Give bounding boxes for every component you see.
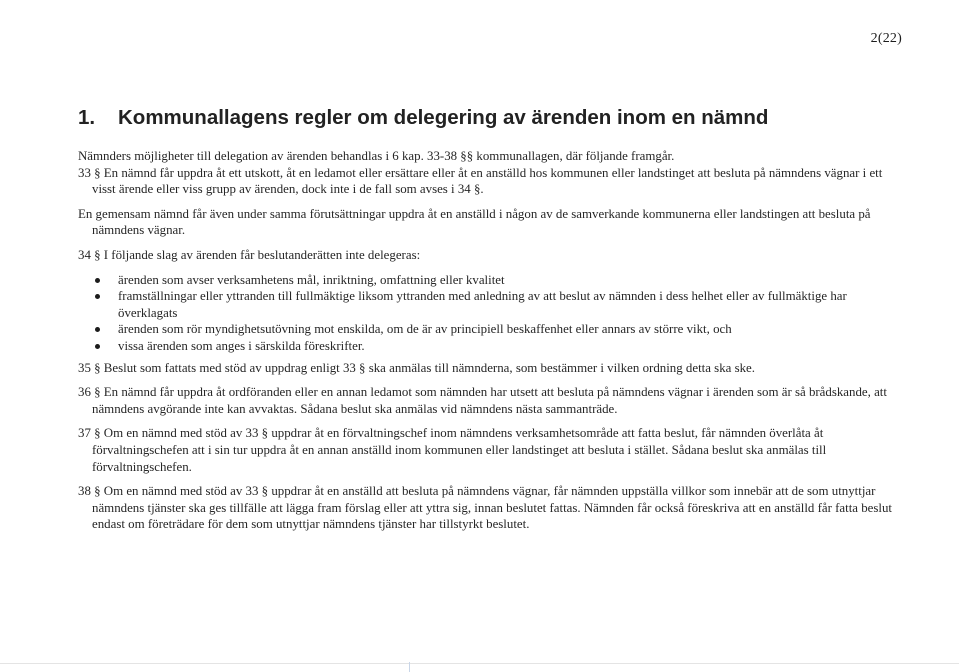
- paragraph-35: 35 § Beslut som fattats med stöd av uppdrag enligt 33 § ska anmälas till nämnderna, som bestämmer i vilken ordning detta ska ske.: [78, 360, 755, 375]
- paragraph-33: 33 § En nämnd får uppdra åt ett utskott, åt en ledamot eller ersättare eller åt en anställd hos kommunen eller landstinget att besluta på nämndens vägnar i ett visst ärende eller viss grupp av ärenden, dock inte i de fall som avses i 34 §.: [78, 165, 883, 197]
- list-item: vissa ärenden som anges i särskilda föreskrifter.: [78, 338, 908, 355]
- paragraph-gemensam-namnd: En gemensam nämnd får även under samma förutsättningar uppdra åt en anställd i någon av de samverkande kommunerna eller landstingen att besluta på nämndens vägnar.: [78, 206, 871, 238]
- section-number: 1.: [78, 106, 96, 129]
- list-item: ärenden som rör myndighetsutövning mot enskilda, om de är av principiell beskaffenhet eller annars av större vikt, och: [78, 321, 908, 338]
- scan-artifact: [409, 662, 410, 672]
- page-edge-line: [0, 663, 959, 664]
- section-heading: [78, 106, 768, 130]
- paragraph-37: 37 § Om en nämnd med stöd av 33 § uppdrar åt en förvaltningschef inom nämndens verksamhetsområde att fatta beslut, får nämnden överlåta åt förvaltningschefen att i sin tur uppdra åt en annan anställd inom kommunen eller landstinget att besluta i stället. Sådana beslut ska anmälas till förvaltningschefen.: [78, 426, 827, 474]
- section-title: Kommunallagens regler om delegering av ärenden inom en nämnd: [118, 106, 769, 129]
- list-item: framställningar eller yttranden till fullmäktige liksom yttranden med anledning av att beslut av nämnden i dess helhet eller av fullmäktige har överklagats: [78, 288, 908, 321]
- document-body: [78, 148, 908, 533]
- list-item: ärenden som avser verksamhetens mål, inriktning, omfattning eller kvalitet: [78, 272, 908, 289]
- intro-paragraph: Nämnders möjligheter till delegation av ärenden behandlas i 6 kap. 33-38 §§ kommunallagen, där följande framgår.: [78, 149, 675, 163]
- paragraph-38: 38 § Om en nämnd med stöd av 33 § uppdrar åt en anställd att besluta på nämndens vägnar, får nämnden uppställa villkor som innebär att de som utnyttjar nämndens tjänster ska ges tillfälle att lägga fram förslag eller att yttra sig, innan beslutet fattas. Nämnden får också föreskriva att en anställd får fatta beslut endast om företrädare för dem som utnyttjar nämndens tjänster har tillstyrkt beslutet.: [78, 484, 893, 532]
- paragraph-36: 36 § En nämnd får uppdra åt ordföranden eller en annan ledamot som nämnden har utsett att besluta på nämndens vägnar i ärenden som är så brådskande, att nämndens avgörande inte kan avvaktas. Sådana beslut ska anmälas vid nämndens nästa sammanträde.: [78, 385, 887, 416]
- bullet-list: [78, 272, 908, 355]
- paragraph-34-intro: 34 § I följande slag av ärenden får beslutanderätten inte delegeras:: [78, 247, 421, 262]
- page-number: 2(22): [870, 31, 902, 46]
